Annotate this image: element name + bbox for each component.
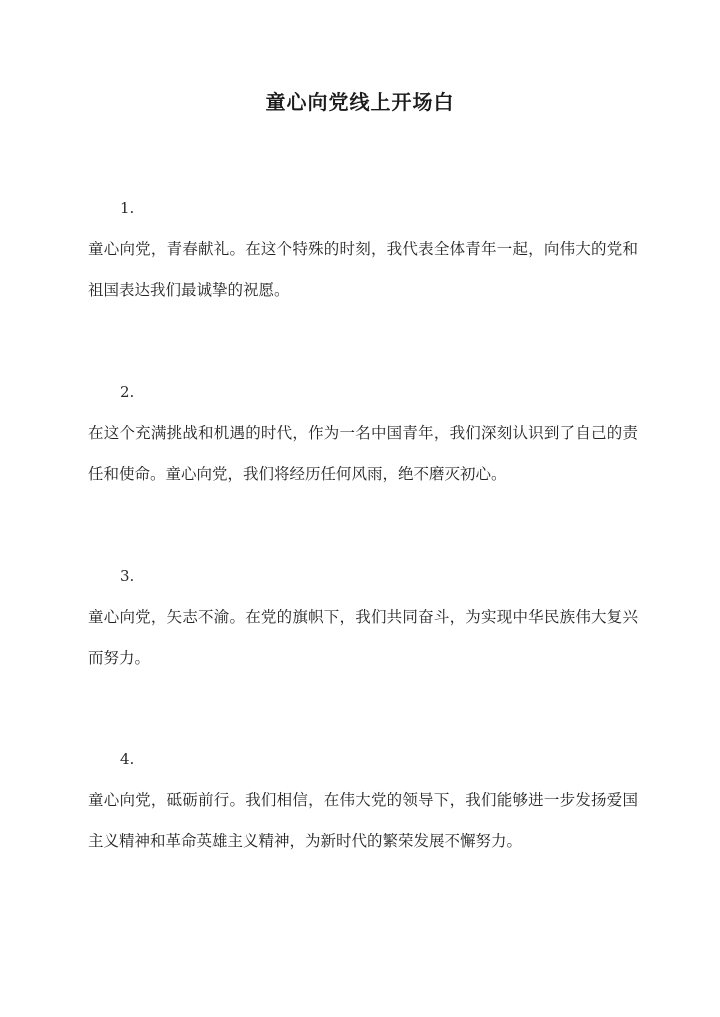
- section-1: [88, 197, 638, 311]
- section-paragraph: 在这个充满挑战和机遇的时代，作为一名中国青年，我们深刻认识到了自己的责任和使命。童心向党，我们将经历任何风雨，绝不磨灭初心。: [88, 424, 638, 483]
- section-number: 4.: [120, 750, 135, 768]
- section-3: [88, 565, 638, 679]
- section-number: 3.: [120, 567, 135, 585]
- section-number: 2.: [120, 383, 135, 401]
- section-paragraph: 童心向党，青春献礼。在这个特殊的时刻，我代表全体青年一起，向伟大的党和祖国表达我们最诚挚的祝愿。: [88, 240, 638, 299]
- section-paragraph: 童心向党，砥砺前行。我们相信，在伟大党的领导下，我们能够进一步发扬爱国主义精神和革命英雄主义精神，为新时代的繁荣发展不懈努力。: [88, 791, 638, 850]
- section-2: [88, 381, 638, 495]
- document-title: 童心向党线上开场白: [265, 90, 455, 114]
- section-4: [88, 748, 638, 862]
- section-number: 1.: [120, 199, 135, 217]
- section-paragraph: 童心向党，矢志不渝。在党的旗帜下，我们共同奋斗，为实现中华民族伟大复兴而努力。: [88, 608, 638, 667]
